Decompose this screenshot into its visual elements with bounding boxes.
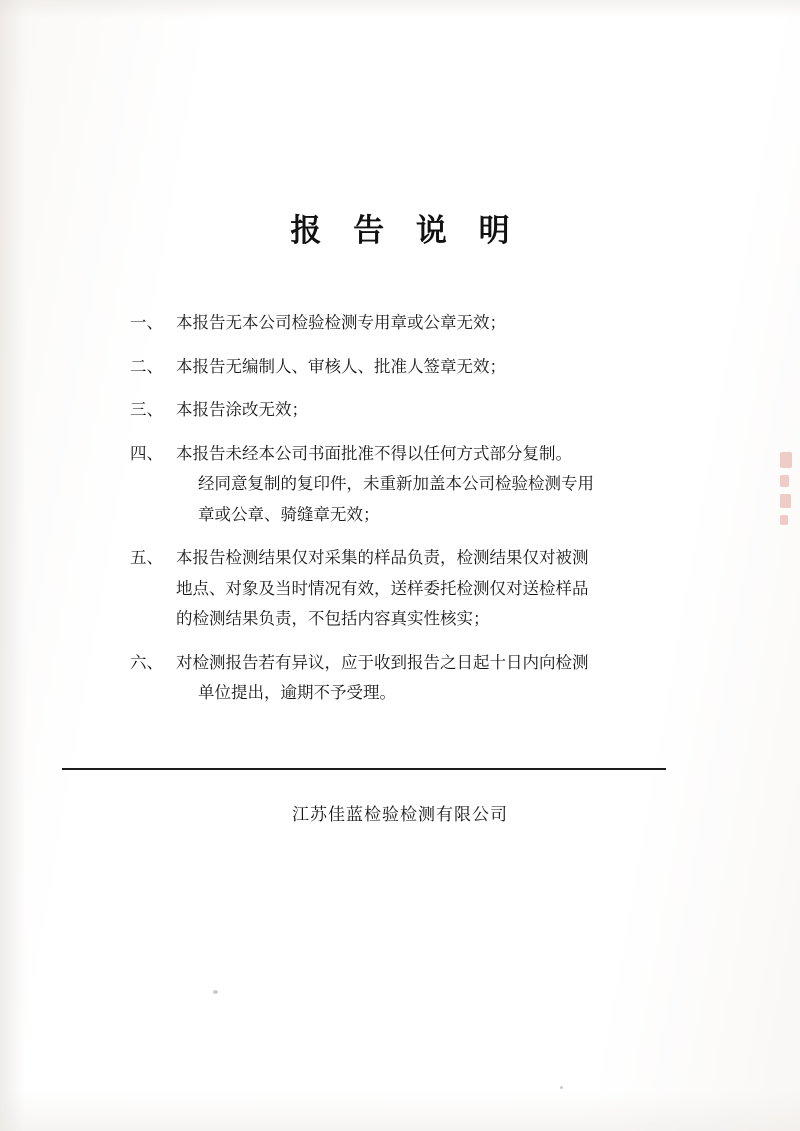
clause-item <box>130 439 670 531</box>
footer-company-name: 江苏佳蓝检验检测有限公司 <box>292 805 508 824</box>
clause-item <box>130 648 670 709</box>
clause-body <box>176 648 670 709</box>
clause-number: 五、 <box>130 548 163 568</box>
clause-list <box>130 308 670 709</box>
clause-line: 本报告无编制人、审核人、批准人签章无效； <box>176 356 506 376</box>
clause-body <box>176 543 670 635</box>
clause-item <box>130 395 670 426</box>
clause-line: 本报告未经本公司书面批准不得以任何方式部分复制。 <box>176 443 572 463</box>
clause-body <box>176 352 670 383</box>
clause-line: 对检测报告若有异议，应于收到报告之日起十日内向检测 <box>176 652 589 672</box>
clause-number: 一、 <box>130 313 163 332</box>
clause-number: 四、 <box>130 443 163 463</box>
footer-divider <box>62 768 666 770</box>
clause-line: 章或公章、骑缝章无效； <box>198 504 380 524</box>
clause-item <box>130 308 670 339</box>
clause-number: 二、 <box>130 356 163 376</box>
scan-speck <box>213 990 218 994</box>
clause-line: 经同意复制的复印件，未重新加盖本公司检验检测专用 <box>198 474 594 494</box>
clause-body <box>176 395 670 426</box>
page-title: 报 告 说 明 <box>290 213 522 248</box>
clause-item <box>130 352 670 383</box>
clause-number: 三、 <box>130 400 163 420</box>
clause-line: 本报告无本公司检验检测专用章或公章无效； <box>176 313 506 332</box>
scan-edge-bottom <box>0 1091 800 1131</box>
clause-number: 六、 <box>130 652 163 672</box>
clause-line: 单位提出，逾期不予受理。 <box>198 683 396 703</box>
clause-line: 本报告涂改无效； <box>176 400 308 420</box>
clause-line: 本报告检测结果仅对采集的样品负责，检测结果仅对被测 <box>176 548 589 568</box>
clause-line: 的检测结果负责，不包括内容真实性核实； <box>176 609 490 629</box>
clause-body <box>176 308 670 339</box>
clause-item <box>130 543 670 635</box>
clause-line: 地点、对象及当时情况有效，送样委托检测仅对送检样品 <box>176 578 589 598</box>
clause-body <box>176 439 670 531</box>
scan-speck <box>560 1086 563 1089</box>
